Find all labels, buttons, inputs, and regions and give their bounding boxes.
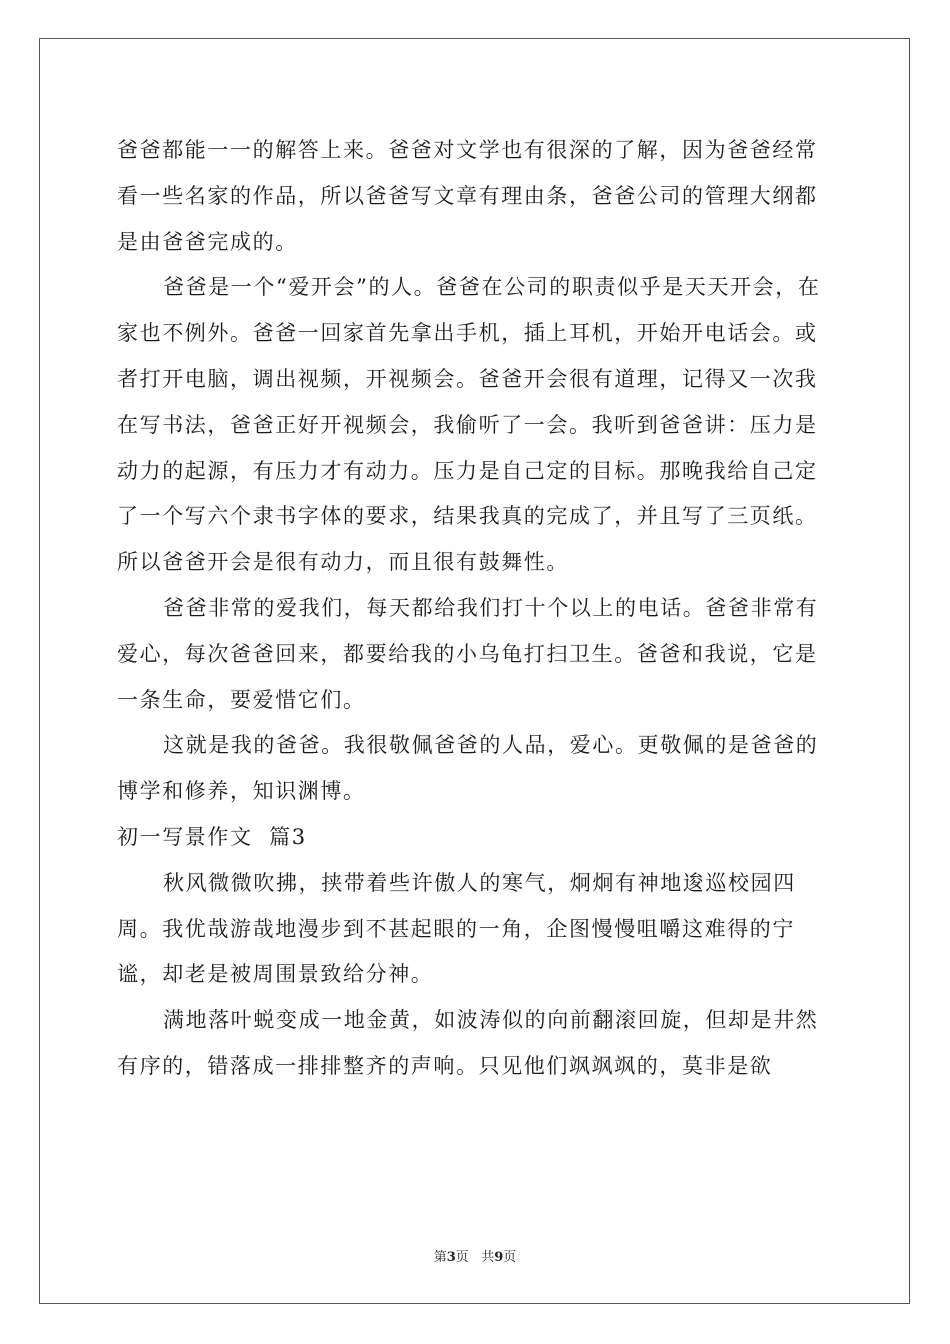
paragraph-3: 爸爸非常的爱我们，每天都给我们打十个以上的电话。爸爸非常有爱心，每次爸爸回来，都要给我的小乌龟打扫卫生。爸爸和我说，它是一条生命，要爱惜它们。 <box>117 595 819 712</box>
page-footer <box>0 1246 950 1265</box>
paragraph-1: 爸爸都能一一的解答上来。爸爸对文学也有很深的了解，因为爸爸经常看一些名家的作品，所以爸爸写文章有理由条，爸爸公司的管理大纲都是由爸爸完成的。 <box>117 138 818 254</box>
footer-current-page: 3 <box>446 1250 456 1265</box>
paragraph-5: 秋风微微吹拂，挟带着些许傲人的寒气，炯炯有神地逡巡校园四周。我优哉游哉地漫步到不甚起眼的一角，企图慢慢咀嚼这难得的宁谧，却老是被周围景致给分神。 <box>117 870 796 987</box>
footer-total-pages: 9 <box>494 1250 504 1265</box>
paragraph-2: 爸爸是一个“爱开会”的人。爸爸在公司的职责似乎是天天开会，在家也不例外。爸爸一回家首先拿出手机，插上耳机，开始开电话会。或者打开电脑，调出视频，开视频会。爸爸开会很有道理，记得又一次我在写书法，爸爸正好开视频会，我偷听了一会。我听到爸爸讲：压力是动力的起源，有压力才有动力。压力是自己定的目标。那晚我给自己定了一个写六个隶书字体的要求，结果我真的完成了，并且写了三页纸。所以爸爸开会是很有动力，而且很有鼓舞性。 <box>117 275 821 575</box>
footer-page-word: 页 <box>455 1250 469 1265</box>
paragraph-6: 满地落叶蜕变成一地金黄，如波涛似的向前翻滚回旋，但却是井然有序的，错落成一排排整齐的声响。只见他们飒飒飒的，莫非是欲 <box>117 1008 819 1078</box>
document-body <box>117 128 833 1090</box>
footer-total-prefix: 共 <box>481 1250 495 1265</box>
footer-prefix: 第 <box>433 1250 447 1265</box>
paragraph-4: 这就是我的爸爸。我很敬佩爸爸的人品，爱心。更敬佩的是爸爸的博学和修养，知识渊博。 <box>117 733 819 804</box>
footer-total-suffix: 页 <box>503 1250 517 1265</box>
section-heading: 初一写景作文 篇3 <box>117 824 307 849</box>
